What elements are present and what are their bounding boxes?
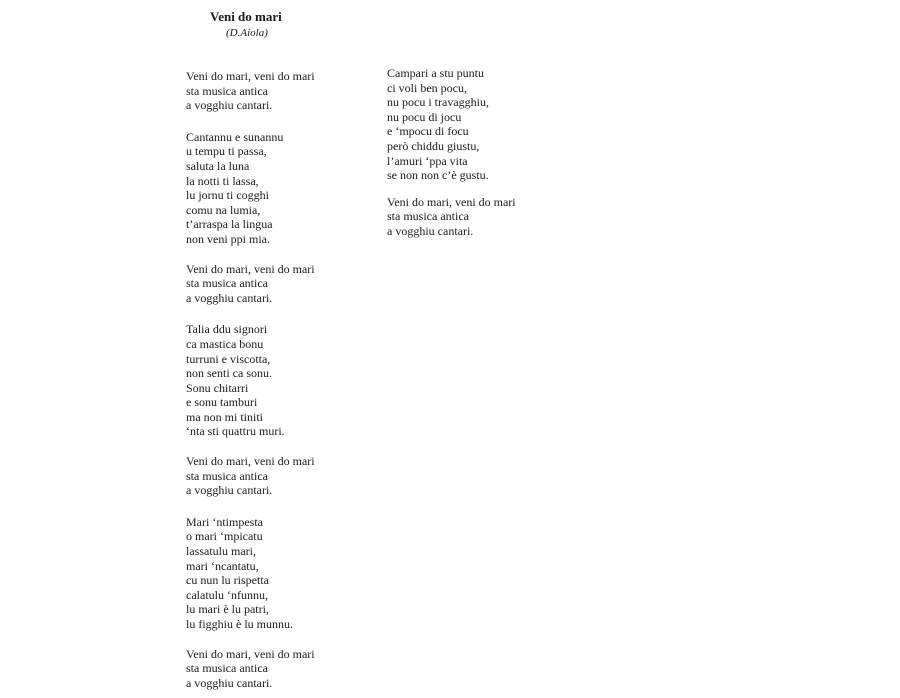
verse-line: Cantannu e sunannu (186, 129, 284, 144)
stanza (387, 195, 516, 239)
stanza (186, 130, 315, 247)
verse-line: comu na lumia, (186, 202, 261, 217)
verse-line: Veni do mari, veni do mari (186, 646, 315, 661)
verse-line: saluta la luna (186, 158, 250, 173)
left-column (186, 69, 315, 690)
right-column (387, 66, 516, 239)
verse-line: a vogghiu cantari. (186, 290, 273, 305)
verse-line: o mari ‘mpicatu (186, 529, 263, 544)
verse-line: Mari ‘ntimpesta (186, 514, 263, 529)
poem-author: (D.Aiola) (226, 27, 268, 39)
verse-line: Veni do mari, veni do mari (186, 454, 315, 469)
verse-line: lu figghiu è lu munnu. (186, 617, 293, 631)
verse-line: Veni do mari, veni do mari (186, 261, 315, 276)
verse-line: però chiddu giustu, (387, 138, 480, 153)
poem-title: Veni do mari (210, 9, 282, 24)
verse-line: a vogghiu cantari. (186, 483, 273, 498)
stanza (186, 515, 315, 632)
stanza (186, 322, 315, 439)
verse-line: sta musica antica (186, 661, 268, 676)
verse-line: sta musica antica (186, 468, 268, 483)
verse-line: l’amuri ‘ppa vita (387, 153, 468, 168)
verse-line: u tempu ti passa, (186, 144, 267, 159)
stanza (186, 454, 315, 498)
verse-line: Sonu chitarri (186, 380, 249, 395)
verse-line: sta musica antica (387, 209, 469, 224)
verse-line: lassatulu mari, (186, 544, 256, 559)
verse-line: turruni e viscotta, (186, 351, 271, 366)
verse-line: Campari a stu puntu (387, 66, 484, 80)
verse-line: cu nun lu rispetta (186, 573, 269, 588)
verse-line: Veni do mari, veni do mari (387, 194, 516, 209)
verse-line: sta musica antica (186, 276, 268, 291)
verse-line: a vogghiu cantari. (186, 675, 273, 690)
verse-line: ‘nta sti quattru muri. (186, 424, 285, 439)
stanza (186, 262, 315, 306)
verse-line: ma non mi tiniti (186, 409, 263, 424)
verse-line: lu jornu ti cogghi (186, 188, 269, 203)
verse-line: lu mari è lu patri, (186, 602, 269, 617)
verse-line: sta musica antica (186, 83, 268, 98)
verse-line: la notti ti lassa, (186, 173, 259, 188)
verse-line: mari ‘ncantatu, (186, 558, 259, 573)
stanza (186, 647, 315, 691)
stanza (387, 66, 516, 183)
verse-line: non senti ca sonu. (186, 366, 272, 381)
verse-line: se non non c’è gustu. (387, 168, 489, 183)
verse-line: nu pocu di jocu (387, 109, 462, 124)
stanza (186, 69, 315, 113)
verse-line: t’arraspa la lingua (186, 217, 273, 232)
verse-line: ca mastica bonu (186, 336, 264, 351)
verse-line: a vogghiu cantari. (186, 98, 273, 113)
verse-line: calatulu ‘nfunnu, (186, 587, 268, 602)
verse-line: ci voli ben pocu, (387, 80, 467, 95)
verse-line: e sonu tamburi (186, 395, 258, 410)
verse-line: e ‘mpocu di focu (387, 124, 469, 139)
verse-line: nu pocu i travagghiu, (387, 95, 489, 110)
verse-line: Veni do mari, veni do mari (186, 69, 315, 83)
verse-line: non veni ppi mia. (186, 231, 270, 246)
verse-line: Talia ddu signori (186, 322, 268, 337)
verse-line: a vogghiu cantari. (387, 223, 474, 238)
